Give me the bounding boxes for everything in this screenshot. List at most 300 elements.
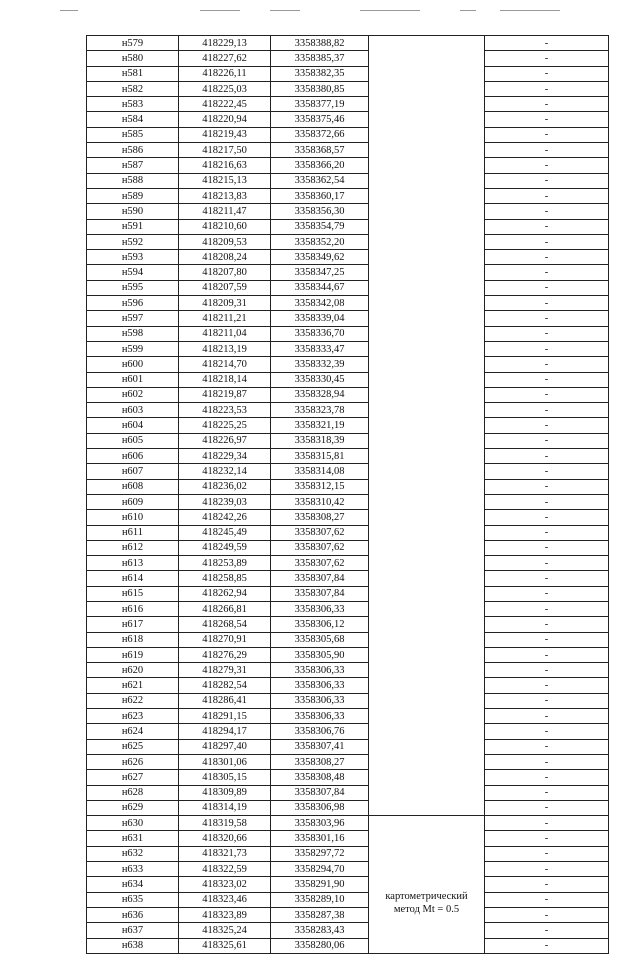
x-coordinate-cell: 418227,62 [179,51,271,66]
x-coordinate-cell: 418229,13 [179,36,271,51]
point-name-cell: н612 [87,540,179,555]
point-name-cell: н590 [87,204,179,219]
table-row [87,265,609,280]
coordinates-table-body [87,36,609,954]
y-coordinate-cell: 3358339,04 [271,311,369,326]
point-name-cell: н616 [87,601,179,616]
point-name-cell: н605 [87,433,179,448]
note-cell: - [485,739,609,754]
table-row [87,296,609,311]
y-coordinate-cell: 3358314,08 [271,464,369,479]
note-cell: - [485,173,609,188]
table-row [87,250,609,265]
x-coordinate-cell: 418236,02 [179,479,271,494]
x-coordinate-cell: 418323,89 [179,907,271,922]
note-cell: - [485,907,609,922]
table-row [87,678,609,693]
note-cell: - [485,617,609,632]
x-coordinate-cell: 418305,15 [179,770,271,785]
x-coordinate-cell: 418213,83 [179,188,271,203]
method-text [369,852,484,916]
note-cell: - [485,127,609,142]
x-coordinate-cell: 418217,50 [179,143,271,158]
table-row [87,709,609,724]
table-row [87,81,609,96]
point-name-cell: н581 [87,66,179,81]
point-name-cell: н606 [87,449,179,464]
point-name-cell: н591 [87,219,179,234]
table-row [87,556,609,571]
point-name-cell: н610 [87,510,179,525]
y-coordinate-cell: 3358385,37 [271,51,369,66]
x-coordinate-cell: 418225,25 [179,418,271,433]
note-cell: - [485,862,609,877]
x-coordinate-cell: 418215,13 [179,173,271,188]
x-coordinate-cell: 418301,06 [179,754,271,769]
y-coordinate-cell: 3358332,39 [271,357,369,372]
note-cell: - [485,785,609,800]
y-coordinate-cell: 3358283,43 [271,923,369,938]
note-cell: - [485,663,609,678]
table-row [87,907,609,922]
table-row [87,97,609,112]
point-name-cell: н630 [87,816,179,831]
point-name-cell: н621 [87,678,179,693]
method-cell-group-2 [369,816,485,954]
table-row [87,693,609,708]
table-row [87,816,609,831]
table-row [87,647,609,662]
table-row [87,724,609,739]
point-name-cell: н613 [87,556,179,571]
note-cell: - [485,770,609,785]
table-row [87,846,609,861]
y-coordinate-cell: 3358307,84 [271,571,369,586]
point-name-cell: н635 [87,892,179,907]
x-coordinate-cell: 418225,03 [179,81,271,96]
x-coordinate-cell: 418216,63 [179,158,271,173]
y-coordinate-cell: 3358352,20 [271,234,369,249]
table-row [87,204,609,219]
x-coordinate-cell: 418314,19 [179,800,271,815]
point-name-cell: н594 [87,265,179,280]
point-name-cell: н636 [87,907,179,922]
note-cell: - [485,403,609,418]
note-cell: - [485,97,609,112]
point-name-cell: н599 [87,341,179,356]
table-row [87,938,609,953]
y-coordinate-cell: 3358306,98 [271,800,369,815]
table-row [87,188,609,203]
x-coordinate-cell: 418319,58 [179,816,271,831]
note-cell: - [485,601,609,616]
point-name-cell: н614 [87,571,179,586]
x-coordinate-cell: 418258,85 [179,571,271,586]
x-coordinate-cell: 418322,59 [179,862,271,877]
table-row [87,479,609,494]
note-cell: - [485,418,609,433]
table-row [87,219,609,234]
point-name-cell: н633 [87,862,179,877]
note-cell: - [485,234,609,249]
table-row [87,234,609,249]
note-cell: - [485,433,609,448]
note-cell: - [485,66,609,81]
point-name-cell: н631 [87,831,179,846]
y-coordinate-cell: 3358297,72 [271,846,369,861]
y-coordinate-cell: 3358328,94 [271,387,369,402]
table-row [87,158,609,173]
point-name-cell: н597 [87,311,179,326]
point-name-cell: н608 [87,479,179,494]
y-coordinate-cell: 3358308,27 [271,510,369,525]
point-name-cell: н593 [87,250,179,265]
table-row [87,892,609,907]
note-cell: - [485,219,609,234]
table-row [87,433,609,448]
x-coordinate-cell: 418291,15 [179,709,271,724]
table-row [87,601,609,616]
table-row [87,341,609,356]
x-coordinate-cell: 418226,11 [179,66,271,81]
x-coordinate-cell: 418223,53 [179,403,271,418]
x-coordinate-cell: 418218,14 [179,372,271,387]
y-coordinate-cell: 3358308,27 [271,754,369,769]
point-name-cell: н579 [87,36,179,51]
note-cell: - [485,265,609,280]
table-row [87,36,609,51]
point-name-cell: н598 [87,326,179,341]
point-name-cell: н611 [87,525,179,540]
x-coordinate-cell: 418276,29 [179,647,271,662]
note-cell: - [485,571,609,586]
table-row [87,525,609,540]
y-coordinate-cell: 3358366,20 [271,158,369,173]
x-coordinate-cell: 418211,04 [179,326,271,341]
table-row [87,831,609,846]
y-coordinate-cell: 3358362,54 [271,173,369,188]
point-name-cell: н596 [87,296,179,311]
note-cell: - [485,357,609,372]
point-name-cell: н585 [87,127,179,142]
note-cell: - [485,754,609,769]
point-name-cell: н617 [87,617,179,632]
x-coordinate-cell: 418286,41 [179,693,271,708]
y-coordinate-cell: 3358336,70 [271,326,369,341]
note-cell: - [485,586,609,601]
y-coordinate-cell: 3358294,70 [271,862,369,877]
x-coordinate-cell: 418226,97 [179,433,271,448]
coordinates-table [86,35,609,954]
point-name-cell: н602 [87,387,179,402]
table-row [87,280,609,295]
note-cell: - [485,479,609,494]
note-cell: - [485,326,609,341]
table-row [87,66,609,81]
table-row [87,51,609,66]
point-name-cell: н580 [87,51,179,66]
note-cell: - [485,556,609,571]
note-cell: - [485,877,609,892]
table-row [87,617,609,632]
note-cell: - [485,204,609,219]
y-coordinate-cell: 3358356,30 [271,204,369,219]
point-name-cell: н625 [87,739,179,754]
y-coordinate-cell: 3358307,84 [271,785,369,800]
point-name-cell: н600 [87,357,179,372]
point-name-cell: н618 [87,632,179,647]
y-coordinate-cell: 3358310,42 [271,494,369,509]
x-coordinate-cell: 418211,21 [179,311,271,326]
y-coordinate-cell: 3358372,66 [271,127,369,142]
note-cell: - [485,510,609,525]
note-cell: - [485,311,609,326]
point-name-cell: н620 [87,663,179,678]
note-cell: - [485,846,609,861]
x-coordinate-cell: 418325,61 [179,938,271,953]
note-cell: - [485,693,609,708]
note-cell: - [485,51,609,66]
y-coordinate-cell: 3358344,67 [271,280,369,295]
table-row [87,372,609,387]
y-coordinate-cell: 3358305,90 [271,647,369,662]
y-coordinate-cell: 3358307,62 [271,525,369,540]
point-name-cell: н628 [87,785,179,800]
table-row [87,127,609,142]
table-row [87,540,609,555]
note-cell: - [485,158,609,173]
point-name-cell: н592 [87,234,179,249]
y-coordinate-cell: 3358306,33 [271,663,369,678]
method-line-2: метод Mt = 0.5 [393,904,460,916]
y-coordinate-cell: 3358318,39 [271,433,369,448]
note-cell: - [485,800,609,815]
x-coordinate-cell: 418282,54 [179,678,271,693]
y-coordinate-cell: 3358307,41 [271,739,369,754]
table-row [87,510,609,525]
y-coordinate-cell: 3358388,82 [271,36,369,51]
point-name-cell: н627 [87,770,179,785]
x-coordinate-cell: 418270,91 [179,632,271,647]
x-coordinate-cell: 418309,89 [179,785,271,800]
y-coordinate-cell: 3358323,78 [271,403,369,418]
y-coordinate-cell: 3358321,19 [271,418,369,433]
y-coordinate-cell: 3358308,48 [271,770,369,785]
point-name-cell: н626 [87,754,179,769]
point-name-cell: н587 [87,158,179,173]
table-row [87,387,609,402]
x-coordinate-cell: 418220,94 [179,112,271,127]
x-coordinate-cell: 418294,17 [179,724,271,739]
point-name-cell: н629 [87,800,179,815]
point-name-cell: н595 [87,280,179,295]
y-coordinate-cell: 3358306,33 [271,693,369,708]
point-name-cell: н615 [87,586,179,601]
note-cell: - [485,494,609,509]
y-coordinate-cell: 3358382,35 [271,66,369,81]
y-coordinate-cell: 3358303,96 [271,816,369,831]
y-coordinate-cell: 3358306,76 [271,724,369,739]
point-name-cell: н589 [87,188,179,203]
point-name-cell: н583 [87,97,179,112]
y-coordinate-cell: 3358280,06 [271,938,369,953]
x-coordinate-cell: 418249,59 [179,540,271,555]
scan-header-marks [60,10,580,14]
point-name-cell: н638 [87,938,179,953]
y-coordinate-cell: 3358333,47 [271,341,369,356]
table-row [87,586,609,601]
y-coordinate-cell: 3358360,17 [271,188,369,203]
table-row [87,800,609,815]
y-coordinate-cell: 3358307,62 [271,556,369,571]
y-coordinate-cell: 3358377,19 [271,97,369,112]
y-coordinate-cell: 3358306,33 [271,678,369,693]
note-cell: - [485,525,609,540]
y-coordinate-cell: 3358287,38 [271,907,369,922]
table-row [87,326,609,341]
note-cell: - [485,464,609,479]
x-coordinate-cell: 418214,70 [179,357,271,372]
x-coordinate-cell: 418219,43 [179,127,271,142]
note-cell: - [485,540,609,555]
table-row [87,862,609,877]
table-row [87,357,609,372]
note-cell: - [485,678,609,693]
note-cell: - [485,341,609,356]
point-name-cell: н604 [87,418,179,433]
x-coordinate-cell: 418229,34 [179,449,271,464]
y-coordinate-cell: 3358354,79 [271,219,369,234]
note-cell: - [485,296,609,311]
point-name-cell: н634 [87,877,179,892]
note-cell: - [485,36,609,51]
table-row [87,112,609,127]
table-row [87,143,609,158]
y-coordinate-cell: 3358306,33 [271,709,369,724]
y-coordinate-cell: 3358301,16 [271,831,369,846]
point-name-cell: н619 [87,647,179,662]
x-coordinate-cell: 418321,73 [179,846,271,861]
note-cell: - [485,112,609,127]
note-cell: - [485,250,609,265]
note-cell: - [485,923,609,938]
table-row [87,923,609,938]
x-coordinate-cell: 418209,53 [179,234,271,249]
table-row [87,739,609,754]
x-coordinate-cell: 418323,46 [179,892,271,907]
method-line-1: картометрический [385,891,468,903]
table-row [87,464,609,479]
y-coordinate-cell: 3358347,25 [271,265,369,280]
table-row [87,449,609,464]
note-cell: - [485,280,609,295]
point-name-cell: н586 [87,143,179,158]
x-coordinate-cell: 418325,24 [179,923,271,938]
point-name-cell: н603 [87,403,179,418]
table-row [87,754,609,769]
table-row [87,571,609,586]
x-coordinate-cell: 418297,40 [179,739,271,754]
point-name-cell: н623 [87,709,179,724]
point-name-cell: н584 [87,112,179,127]
x-coordinate-cell: 418266,81 [179,601,271,616]
point-name-cell: н582 [87,81,179,96]
point-name-cell: н624 [87,724,179,739]
note-cell: - [485,632,609,647]
note-cell: - [485,449,609,464]
x-coordinate-cell: 418253,89 [179,556,271,571]
point-name-cell: н588 [87,173,179,188]
y-coordinate-cell: 3358307,84 [271,586,369,601]
x-coordinate-cell: 418279,31 [179,663,271,678]
y-coordinate-cell: 3358349,62 [271,250,369,265]
table-row [87,418,609,433]
x-coordinate-cell: 418209,31 [179,296,271,311]
y-coordinate-cell: 3358368,57 [271,143,369,158]
table-row [87,632,609,647]
y-coordinate-cell: 3358330,45 [271,372,369,387]
point-name-cell: н632 [87,846,179,861]
note-cell: - [485,647,609,662]
note-cell: - [485,724,609,739]
table-row [87,770,609,785]
note-cell: - [485,709,609,724]
y-coordinate-cell: 3358380,85 [271,81,369,96]
table-row [87,494,609,509]
x-coordinate-cell: 418242,26 [179,510,271,525]
point-name-cell: н601 [87,372,179,387]
x-coordinate-cell: 418320,66 [179,831,271,846]
note-cell: - [485,387,609,402]
table-row [87,311,609,326]
point-name-cell: н607 [87,464,179,479]
x-coordinate-cell: 418207,59 [179,280,271,295]
x-coordinate-cell: 418245,49 [179,525,271,540]
point-name-cell: н622 [87,693,179,708]
table-row [87,877,609,892]
x-coordinate-cell: 418239,03 [179,494,271,509]
x-coordinate-cell: 418207,80 [179,265,271,280]
note-cell: - [485,81,609,96]
x-coordinate-cell: 418323,02 [179,877,271,892]
note-cell: - [485,188,609,203]
method-cell-group-1 [369,36,485,816]
x-coordinate-cell: 418208,24 [179,250,271,265]
x-coordinate-cell: 418222,45 [179,97,271,112]
y-coordinate-cell: 3358312,15 [271,479,369,494]
table-row [87,403,609,418]
x-coordinate-cell: 418210,60 [179,219,271,234]
note-cell: - [485,372,609,387]
x-coordinate-cell: 418211,47 [179,204,271,219]
y-coordinate-cell: 3358342,08 [271,296,369,311]
y-coordinate-cell: 3358306,33 [271,601,369,616]
note-cell: - [485,816,609,831]
y-coordinate-cell: 3358289,10 [271,892,369,907]
point-name-cell: н609 [87,494,179,509]
x-coordinate-cell: 418219,87 [179,387,271,402]
note-cell: - [485,143,609,158]
x-coordinate-cell: 418232,14 [179,464,271,479]
table-row [87,663,609,678]
y-coordinate-cell: 3358306,12 [271,617,369,632]
point-name-cell: н637 [87,923,179,938]
note-cell: - [485,938,609,953]
x-coordinate-cell: 418213,19 [179,341,271,356]
x-coordinate-cell: 418268,54 [179,617,271,632]
y-coordinate-cell: 3358305,68 [271,632,369,647]
y-coordinate-cell: 3358291,90 [271,877,369,892]
